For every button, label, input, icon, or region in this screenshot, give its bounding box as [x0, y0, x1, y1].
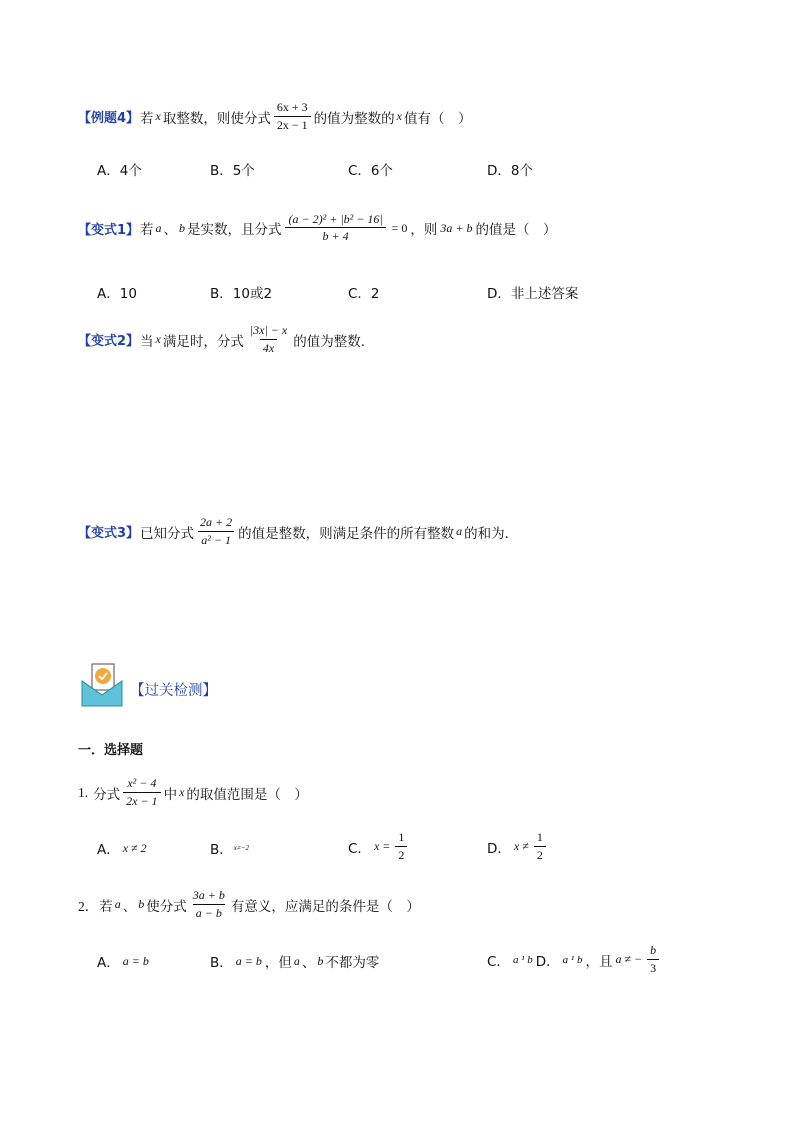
option-label: A． [97, 955, 120, 971]
text: 若 [140, 222, 154, 238]
text: 的取值范围是（ ） [186, 786, 308, 803]
text: 、 [163, 222, 178, 238]
variable-x: x [179, 785, 185, 799]
option-b [210, 951, 379, 971]
text: 已知分式 [140, 525, 195, 542]
fraction-denominator: 2 [395, 846, 407, 863]
text: ，但 [264, 955, 292, 971]
fraction-denominator: 4x [260, 339, 277, 356]
fraction [190, 888, 228, 921]
fraction-numerator: b [650, 943, 657, 957]
fraction-numerator: |3x| − x [249, 323, 288, 337]
option-label: D． [487, 840, 511, 857]
option-d: D．8个 [487, 163, 533, 179]
fraction-denominator: 2 [534, 846, 546, 863]
option-label: A． [97, 842, 120, 858]
text: 分式 [93, 786, 121, 803]
text: 不都为零 [325, 955, 380, 971]
variable-a: a [293, 953, 300, 968]
variable-b: b [179, 220, 186, 235]
text: 满足时，分式 [162, 333, 244, 350]
fraction-numerator: 6x + 3 [276, 100, 308, 114]
option-math: a = b [122, 953, 149, 968]
option-label: C． [348, 840, 371, 857]
question-1 [78, 776, 308, 809]
option-math: x = [373, 839, 391, 853]
text: 、 [122, 898, 137, 915]
text: ，且 [585, 953, 613, 970]
text: 有意义，应满足的条件是（ ） [230, 898, 420, 915]
variable-a: a [155, 220, 162, 235]
example-4-question [78, 100, 471, 133]
fraction [274, 100, 311, 133]
variable-b: b [138, 897, 145, 911]
variable-a: a [114, 897, 121, 911]
clipboard-check-icon [80, 663, 124, 707]
option-math: a ¹ b [562, 953, 583, 966]
fraction [197, 515, 235, 548]
fraction [647, 943, 659, 976]
fraction-denominator: 3 [647, 959, 659, 976]
text: 取整数，则使分式 [162, 110, 271, 127]
variable-b: b [317, 953, 324, 968]
variable-a: a [456, 524, 463, 538]
option-label: D． [535, 953, 560, 970]
variant-1-question [78, 212, 557, 244]
variant-2-question [78, 323, 365, 356]
variable-x: x [155, 332, 161, 346]
fraction-numerator: 1 [536, 830, 543, 844]
fraction [534, 830, 546, 863]
equals-zero: = 0 [391, 220, 408, 235]
option-b: B．10或2 [210, 286, 273, 302]
fraction-numerator: x² − 4 [127, 776, 157, 790]
variant-3-question [78, 515, 509, 548]
option-c: C．2 [348, 286, 380, 302]
fraction-denominator: 2x − 1 [123, 792, 160, 809]
option-math: a = b [235, 953, 262, 968]
checkpoint-heading: 【过关检测】 [130, 683, 217, 699]
option-label: C． [487, 953, 510, 970]
text: 的值为整数. [293, 333, 366, 350]
option-a: A．10 [97, 286, 137, 302]
option-label: B． [210, 955, 233, 971]
option-c [348, 830, 409, 863]
option-math: x ≠ [513, 839, 529, 853]
option-c-and-d [487, 943, 661, 976]
example-4-tag: 【例题4】 [78, 111, 140, 126]
fraction [123, 776, 160, 809]
text: 若 [99, 898, 113, 915]
text: 是实数，且分式 [187, 222, 282, 238]
text: 当 [140, 333, 154, 350]
text: 使分式 [146, 898, 187, 915]
text: 的值是整数，则满足条件的所有整数 [238, 525, 455, 542]
fraction-denominator: a − b [193, 904, 225, 921]
fraction-numerator: 2a + 2 [200, 515, 233, 529]
option-b: B．5个 [210, 163, 255, 179]
fraction-denominator: 2x − 1 [274, 116, 311, 133]
variant-1-tag: 【变式1】 [78, 222, 140, 238]
option-a: A．4个 [97, 163, 142, 179]
text: 的值是（ ） [475, 222, 557, 238]
question-2 [78, 888, 420, 921]
option-c: C．6个 [348, 163, 394, 179]
text: 的和为. [464, 525, 509, 542]
text: 的值为整数的 [313, 110, 395, 127]
fraction-denominator: a² − 1 [198, 531, 234, 548]
text: 、 [301, 955, 316, 971]
fraction [247, 323, 290, 356]
option-math: x ≠ 2 [122, 840, 147, 855]
option-d [487, 830, 548, 863]
fraction-numerator: 3a + b [192, 888, 225, 902]
option-b [210, 838, 249, 858]
variant-3-tag: 【变式3】 [78, 526, 140, 541]
option-a [97, 838, 149, 858]
option-d: D．非上述答案 [487, 286, 579, 302]
fraction-numerator: 1 [398, 830, 405, 844]
variant-2-tag: 【变式2】 [78, 334, 140, 349]
option-label: B． [210, 842, 233, 858]
expression: 3a + b [440, 220, 473, 235]
text: ，则 [410, 222, 438, 238]
fraction-numerator: (a − 2)² + |b² − 16| [288, 212, 383, 226]
option-a [97, 951, 151, 971]
text: 中 [163, 786, 178, 803]
section-title: 一．选择题 [78, 743, 144, 758]
question-number: 2． [78, 898, 99, 914]
variable-x: x [396, 109, 402, 123]
question-number: 1. [78, 784, 89, 800]
variable-x: x [155, 109, 161, 123]
text: 值有（ ） [403, 110, 472, 127]
option-math: a ≠ − [615, 952, 643, 966]
option-math: x≠−2 [233, 844, 249, 852]
fraction-denominator: b + 4 [285, 227, 386, 244]
option-math: a ¹ b [512, 953, 533, 966]
fraction [285, 212, 387, 244]
fraction [395, 830, 407, 863]
text: 若 [140, 110, 154, 127]
